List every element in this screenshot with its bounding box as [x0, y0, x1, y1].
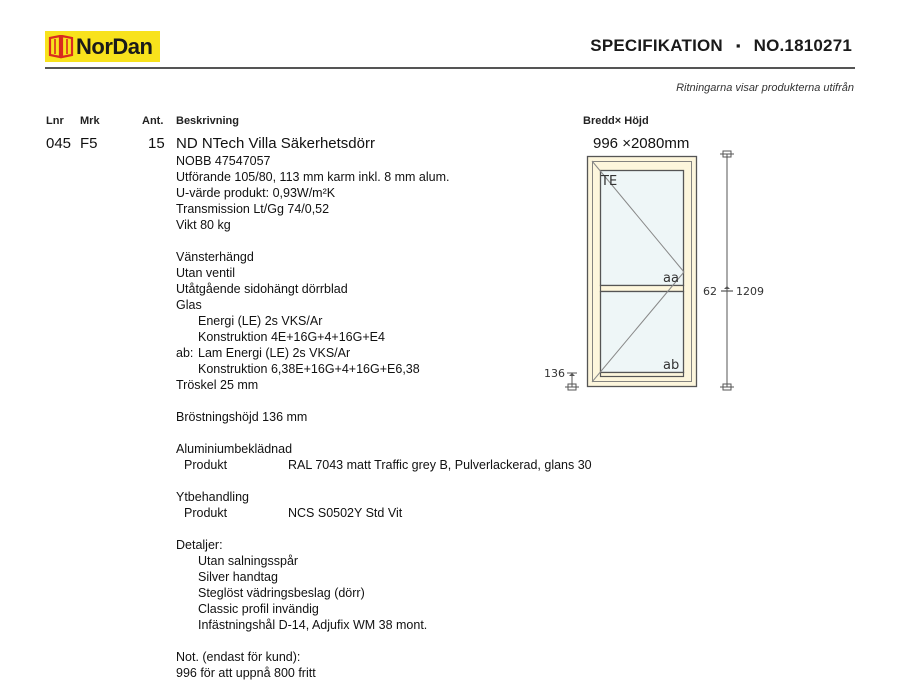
detaljer-heading: Detaljer:	[176, 538, 223, 552]
troskel-line: Tröskel 25 mm	[176, 378, 259, 392]
spacer	[176, 633, 592, 649]
spec-line: Vikt 80 kg	[176, 218, 231, 232]
spec-line: U-värde produkt: 0,93W/m²K	[176, 186, 336, 200]
detalj-item: Classic profil invändig	[198, 602, 319, 616]
col-ant: Ant.	[142, 115, 164, 127]
label-ab: ab	[663, 358, 680, 373]
detalj-item: Steglöst vädringsbeslag (dörr)	[198, 586, 365, 600]
aluminium-value: RAL 7043 matt Traffic grey B, Pulverlackerad, glans 30	[288, 458, 592, 472]
door-drawing	[530, 145, 790, 400]
glass-ab-label: ab:	[176, 346, 194, 360]
dim-62: 62	[703, 285, 717, 298]
spacer	[176, 473, 592, 489]
title-text: SPECIFIKATION	[590, 36, 723, 55]
col-bredd-hojd: Bredd× Höjd	[583, 115, 649, 127]
config-line: Glas	[176, 298, 202, 312]
detalj-item: Utan salningsspår	[198, 554, 299, 568]
drawing-note: Ritningarna visar produkterna utifrån	[676, 82, 854, 94]
label-aa: aa	[663, 271, 679, 286]
item-dimensions: 996 ×2080mm	[593, 135, 690, 152]
col-lnr: Lnr	[46, 115, 64, 127]
detalj-item: Silver handtag	[198, 570, 278, 584]
config-line: Utan ventil	[176, 266, 236, 280]
not-line: 996 för att uppnå 800 fritt	[176, 666, 316, 680]
glass-line: Energi (LE) 2s VKS/Ar	[198, 314, 323, 328]
aluminium-product	[176, 457, 592, 473]
item-name: ND NTech Villa Säkerhetsdörr	[176, 135, 375, 152]
spec-line: NOBB 47547057	[176, 154, 271, 168]
ytbehandling-heading: Ytbehandling	[176, 490, 249, 504]
header-divider	[45, 67, 855, 69]
glass-ab-value: Lam Energi (LE) 2s VKS/Ar	[198, 346, 351, 360]
aluminium-heading: Aluminiumbeklädnad	[176, 442, 293, 456]
brostningshojd-line: Bröstningshöjd 136 mm	[176, 410, 308, 424]
spec-line: Transmission Lt/Gg 74/0,52	[176, 202, 330, 216]
config-line: Utåtgående sidohängt dörrblad	[176, 282, 348, 296]
dim-mid-arrow	[724, 286, 730, 289]
ytbehandling-label: Produkt	[184, 506, 228, 520]
col-mrk: Mrk	[80, 115, 100, 127]
item-lnr: 045	[46, 135, 72, 152]
bottom-rail	[601, 373, 684, 377]
page-title	[590, 36, 852, 56]
item-ant: 15	[148, 135, 165, 152]
ytbehandling-product	[176, 505, 592, 521]
spec-number: NO.1810271	[753, 36, 852, 55]
glass-line: Konstruktion 4E+16G+4+16G+E4	[198, 330, 385, 344]
dim-1209: 1209	[736, 285, 764, 298]
detalj-item: Infästningshål D-14, Adjufix WM 38 mont.	[198, 618, 428, 632]
spacer	[176, 521, 592, 537]
glass-line: Konstruktion 6,38E+16G+4+16G+E6,38	[198, 362, 420, 376]
dim-136: 136	[544, 367, 565, 380]
title-separator: ▪	[735, 38, 741, 53]
spec-line: Utförande 105/80, 113 mm karm inkl. 8 mm alum.	[176, 170, 450, 184]
window-logo-icon	[48, 35, 74, 59]
item-mrk: F5	[80, 135, 98, 152]
label-te: TE	[601, 174, 618, 189]
aluminium-label: Produkt	[184, 458, 228, 472]
logo-text: NorDan	[76, 33, 153, 59]
nordan-logo	[45, 31, 160, 62]
col-beskrivning: Beskrivning	[176, 115, 239, 127]
spacer	[176, 425, 592, 441]
not-heading: Not. (endast för kund):	[176, 650, 301, 664]
ytbehandling-value: NCS S0502Y Std Vit	[288, 506, 403, 520]
config-line: Vänsterhängd	[176, 250, 254, 264]
mid-rail	[601, 286, 684, 292]
